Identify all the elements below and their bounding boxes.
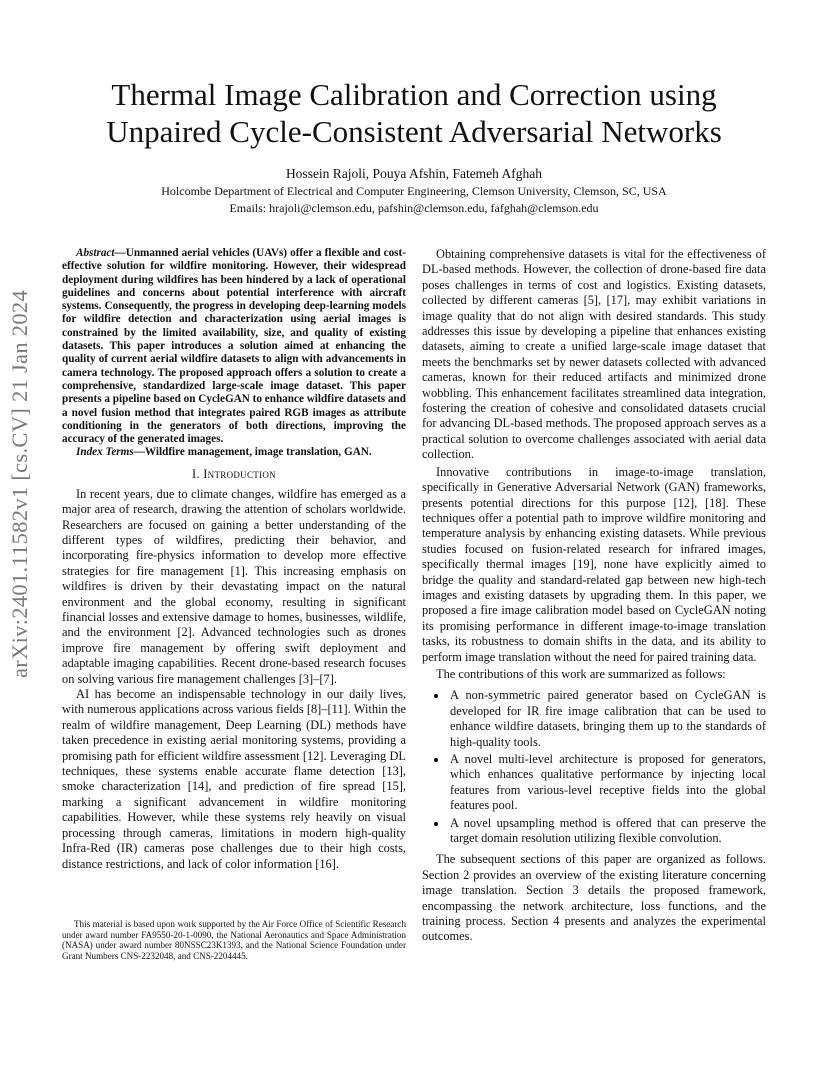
section-title: Introduction xyxy=(203,466,276,481)
index-terms-lead: Index Terms xyxy=(76,446,134,459)
index-terms-text: —Wildfire management, image translation, GAN. xyxy=(133,446,372,459)
list-item: • A non-symmetric paired generator based on CycleGAN is developed for IR fire image calibration that can be used to enhance wildfire datasets, bringing them up to the standards of high-quality tools. xyxy=(448,688,766,750)
list-item: • A novel multi-level architecture is proposed for generators, which enhances qualitative performance by injecting local features from various-level receptive fields into the global features pool. xyxy=(448,752,766,814)
list-item: • A novel upsampling method is offered that can preserve the target domain resolution utilizing flexible convolution. xyxy=(448,816,766,847)
abstract-text: —Unmanned aerial vehicles (UAVs) offer a flexible and cost-effective solution for wildfire monitoring. However, their widespread deployment during wildfires has been hindered by a lack of operational guidelines and concerns about potential interference with aircraft systems. Consequently, the progress in developing deep-learning models for wildfire detection and characterization using aerial images is constrained by the limited availability, size, and quality of existing datasets. This paper introduces a solution aimed at enhancing the quality of current aerial wildfire datasets to align with advancements in camera technology. The proposed approach offers a solution to create a comprehensive, standardized large-scale image dataset. This paper presents a pipeline based on CycleGAN to enhance wildfire datasets and a novel fusion method that integrates paired RGB images as attribute conditioning in the generators of both directions, improving the accuracy of the generated images. xyxy=(62,247,406,446)
author-list: Hossein Rajoli, Pouya Afshin, Fatemeh Afghah xyxy=(285,166,543,181)
funding-footnote xyxy=(62,919,406,962)
index-terms xyxy=(62,446,406,459)
intro-paragraph-1: In recent years, due to climate changes, wildfire has emerged as a major area of research, drawing the attention of scholars worldwide. Researchers are focused on gaining a better understanding of the different types of wildfires, predicting their behavior, and incorporating fire-physics information to develop more effective strategies for fire management [1]. This increasing emphasis on wildfires is driven by their devastating impact on the natural environment and the global economy, resulting in significant financial losses and extensive damage to homes, businesses, wildlife, and the environment [2]. Advanced technologies such as drones improve fire management by offering swift deployment and adaptable imaging capabilities. Recent drone-based research focuses on solving various fire management challenges [3]–[7]. xyxy=(62,486,406,686)
arxiv-identifier[interactable]: arXiv:2401.11582v1 [cs.CV] 21 Jan 2024 xyxy=(7,289,32,679)
title-line-1: Thermal Image Calibration and Correction using xyxy=(111,77,717,112)
paper-title xyxy=(40,76,788,150)
abstract xyxy=(62,247,406,446)
abstract-lead: Abstract xyxy=(76,247,115,259)
title-line-2: Unpaired Cycle-Consistent Adversarial Networks xyxy=(106,114,722,149)
affiliation: Holcombe Department of Electrical and Computer Engineering, Clemson University, Clemson, SC, USA xyxy=(161,184,667,198)
right-column xyxy=(422,247,766,945)
intro-paragraph-2: AI has become an indispensable technology in our daily lives, with numerous applications across various fields [8]–[11]. Within the realm of wildfire management, Deep Learning (DL) methods have taken precedence in existing aerial monitoring systems, providing a promising path for efficient wildfire assessment [12]. Leveraging DL techniques, these systems enable accurate flame detection [13], smoke characterization [14], and prediction of fire spread [15], marking a significant advancement in wildfire monitoring capabilities. However, while these systems rely heavily on visual processing through cameras, limitations in modern high-quality Infra-Red (IR) cameras pose challenges due to their high costs, distance restrictions, and lack of color information [16]. xyxy=(62,687,406,871)
author-emails: Emails: hrajoli@clemson.edu, pafshin@clemson.edu, fafghah@clemson.edu xyxy=(229,201,599,215)
section-number: I. xyxy=(192,466,204,481)
left-column xyxy=(62,247,406,872)
contributions-list xyxy=(422,688,766,846)
contributions-intro: The contributions of this work are summarized as follows: xyxy=(436,666,726,681)
section-heading-introduction xyxy=(62,467,406,482)
intro-paragraph-4: Innovative contributions in image-to-image translation, specifically in Generative Adversarial Network (GAN) frameworks, presents potential directions for this purpose [12], [18]. These techniques offer a potential path to improve wildfire monitoring and temperature analysis by enhancing existing datasets. While previous studies focused on fusion-related research for infrared images, specifically thermal images [19], none have explicitly aimed to bridge the quality and standard-related gap between new high-tech images and existing datasets by upgrading them. In this paper, we proposed a fire image calibration model based on CycleGAN noting its promising performance in different image-to-image translation tasks, its robustness to domain shifts in the data, and its ability to perform image translation without the need for paired training data. xyxy=(422,464,766,664)
paper-organization-paragraph: The subsequent sections of this paper are organized as follows. Section 2 provides an overview of the existing literature concerning image translation. Section 3 details the proposed framework, encompassing the network architecture, loss functions, and the training process. Section 4 presents and analyzes the experimental outcomes. xyxy=(422,852,766,944)
intro-paragraph-3: Obtaining comprehensive datasets is vital for the effectiveness of DL-based methods. However, the collection of drone-based fire data poses challenges in terms of cost and logistics. Existing datasets, collected by different cameras [5], [17], may exhibit variations in image quality that do not align with desired standards. This study addresses this issue by developing a pipeline that enhances existing datasets, aiming to create a unified large-scale image dataset that meets the benchmarks set by newer datasets collected with advanced cameras, known for their reduced artifacts and minimized drone wobbling. This enhancement facilitates streamlined data integration, fostering the creation of cohesive and consolidated datasets crucial for advancing DL-based methods. The proposed approach serves as a practical solution to overcome challenges associated with aerial data collection. xyxy=(422,247,766,462)
footnote-text: This material is based upon work supported by the Air Force Office of Scientific Research under award number FA9550-20-1-0090, the National Aeronautics and Space Administration (NASA) under award number 80NSSC23K1393, and the National Science Foundation under Grant Numbers CNS-2232048, and CNS-2204445. xyxy=(62,919,406,962)
